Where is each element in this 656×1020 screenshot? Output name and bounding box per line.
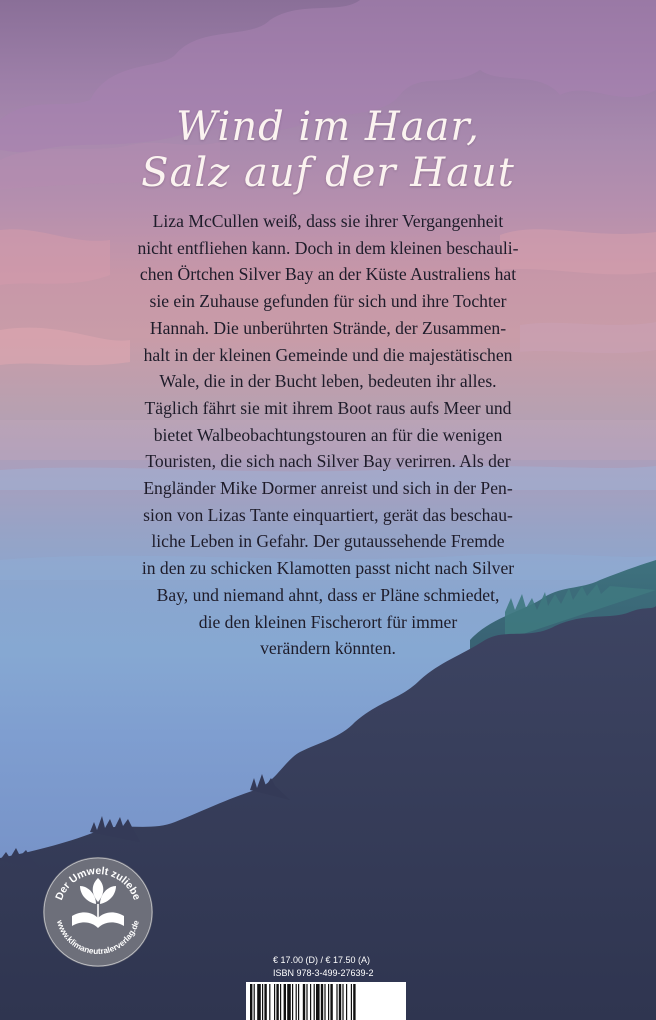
blurb-text <box>118 208 538 662</box>
barcode-bar <box>269 984 270 1020</box>
barcode-bar <box>310 984 311 1020</box>
barcode-bar <box>292 984 293 1020</box>
headline-line-1: Wind im Haar, <box>176 104 480 150</box>
barcode-bar <box>351 984 352 1020</box>
cloud <box>0 328 130 366</box>
barcode-bar <box>264 984 266 1020</box>
blurb-line: Wale, die in der Bucht leben, bedeuten ihr alles. <box>159 371 497 392</box>
barcode-bar <box>339 984 341 1020</box>
blurb-line: bietet Walbeobachtungstouren an für die wenigen <box>153 424 503 445</box>
barcode-bar <box>298 984 299 1020</box>
headline-line-2: Salz auf der Haut <box>141 150 515 196</box>
blurb-line: die den kleinen Fischerort für immer <box>198 611 458 632</box>
barcode-bar <box>336 984 337 1020</box>
climate-neutral-badge <box>42 856 154 968</box>
barcode-bar <box>257 984 261 1020</box>
cloud <box>520 322 656 353</box>
barcode-bar <box>262 984 263 1020</box>
blurb-line: verändern könnten. <box>260 638 396 659</box>
barcode-bar <box>250 984 252 1020</box>
barcode-bar <box>346 984 347 1020</box>
blurb-line: chen Örtchen Silver Bay an der Küste Australiens hat <box>139 264 517 285</box>
blurb-line: Hannah. Die unberührten Strände, der Zusammen- <box>149 317 507 338</box>
blurb-line: Touristen, die sich nach Silver Bay verirren. Als der <box>145 451 511 472</box>
barcode-bar <box>324 984 325 1020</box>
barcode-bar <box>280 984 281 1020</box>
barcode-bar <box>328 984 329 1020</box>
price-block <box>273 954 374 980</box>
badge-bottom-text: www.klimaneutralerverlag.de <box>54 919 141 957</box>
barcode-bar <box>276 984 278 1020</box>
barcode-bar <box>342 984 343 1020</box>
barcode-bar <box>296 984 297 1020</box>
isbn-line: ISBN 978-3-499-27639-2 <box>273 968 374 978</box>
blurb-line: nicht entfliehen kann. Doch in dem kleinen beschauli- <box>137 237 519 258</box>
barcode-bar <box>274 984 275 1020</box>
barcode-bar <box>284 984 286 1020</box>
cloud <box>0 229 110 285</box>
blurb-line: liche Leben in Gefahr. Der gutaussehende Fremde <box>151 531 505 552</box>
blurb-line: Bay, und niemand ahnt, dass er Pläne schmiedet, <box>156 584 500 605</box>
barcode-bar <box>314 984 315 1020</box>
barcode-bar <box>306 984 307 1020</box>
barcode-bar <box>287 984 291 1020</box>
barcode-bar <box>254 984 255 1020</box>
barcode-bar <box>353 984 355 1020</box>
blurb-line: halt in der kleinen Gemeinde und die majestätischen <box>143 344 513 365</box>
blurb-line: sie ein Zuhause gefunden für sich und ihre Tochter <box>149 291 507 312</box>
isbn-barcode <box>246 982 406 1020</box>
blurb-line: Täglich fährt sie mit ihrem Boot raus aufs Meer und <box>144 397 512 418</box>
price-line: € 17.00 (D) / € 17.50 (A) <box>273 955 371 965</box>
barcode-bar <box>330 984 332 1020</box>
blurb-line: sion von Lizas Tante einquartiert, gerät das beschau- <box>143 504 513 525</box>
barcode-bar <box>316 984 320 1020</box>
badge-top-text: Der Umwelt zuliebe <box>53 864 143 902</box>
blurb-line: in den zu schicken Klamotten passt nicht nach Silver <box>141 558 515 579</box>
blurb-line: Engländer Mike Dormer anreist und sich in der Pen- <box>143 478 513 499</box>
blurb-line: Liza McCullen weiß, dass sie ihrer Vergangenheit <box>152 211 504 231</box>
barcode-bar <box>321 984 323 1020</box>
barcode-bar <box>303 984 305 1020</box>
